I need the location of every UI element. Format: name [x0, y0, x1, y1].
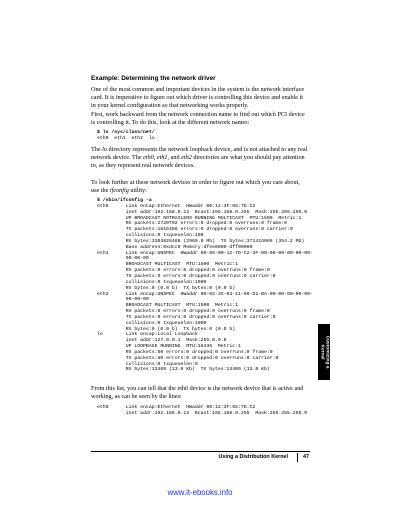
code-line: Base address:0xdcc0 Memory:dfee0000-dff00000 — [97, 244, 253, 250]
paragraph-loopback — [91, 146, 309, 170]
term-eth1: eth1 — [156, 154, 168, 161]
chapter-side-tab-label — [319, 336, 330, 369]
code-line: eth0 Link encap:Ethernet HWaddr 00:12:3F:65:7D:C2 — [97, 203, 256, 209]
code-line: RX packets:60 errors:0 dropped:0 overruns:0 frame:0 — [97, 349, 273, 355]
code-line: UP BROADCAST NOTRAILERS RUNNING MULTICAST MTU:1500 Metric:1 — [97, 215, 302, 221]
code-block-ls — [97, 130, 155, 142]
paragraph-conclusion: From this list, you can tell that the eth0 device is the network device that is active and working, as can be seen by the lines: — [91, 385, 304, 400]
section-heading: Example: Determining the network driver — [91, 75, 216, 82]
side-tab-line: Kernel — [319, 344, 324, 360]
chapter-side-tab — [318, 324, 330, 380]
code-line: collisions:0 txqueuelen:100 — [97, 233, 204, 239]
code-line: eth1 Link encap:UNSPEC HWaddr 80-65-00-12-7D-C2-3F-00-00-00-00-00-00- — [97, 250, 313, 256]
paragraph-ifconfig-intro — [91, 179, 309, 195]
code-line: RX bytes:0 (0.0 b) TX bytes:0 (0.0 b) — [97, 326, 236, 332]
code-ls-command: $ ls /sys/class/net/ — [97, 130, 155, 135]
code-line: RX packets:0 errors:0 dropped:0 overruns:0 frame:0 — [97, 309, 270, 315]
term-lo: lo — [102, 146, 107, 153]
code-line: TX packets:0 errors:0 dropped:0 overruns:0 carrier:0 — [97, 273, 276, 279]
text-run: directories are what you should pay attention to, as they represent real network devices. — [91, 154, 305, 169]
code-line: inet addr:192.168.0.13 Bcast:192.168.0.255 Mask:255.255.255.0 — [97, 209, 308, 215]
code-line: eth0 Link encap:Ethernet HWaddr 00:12:3F:65:7D:C2 — [97, 405, 256, 410]
watermark-url: www.it-ebooks.info — [167, 488, 233, 497]
term-eth0: eth0 — [143, 154, 154, 161]
text-run: , and — [167, 154, 182, 161]
code-line: BROADCAST MULTICAST MTU:1500 Metric:1 — [97, 262, 239, 268]
footer-rule — [91, 451, 310, 452]
paragraph-work-backward: First, work backward from the network connection name to find out which PCI device is controlling it. To do this, look at the different network names: — [91, 111, 305, 126]
code-line: inet addr:192.168.0.13 Bcast:192.168.0.255 Mask:255.255.255.0 — [97, 410, 308, 416]
footer-section-title: Using a Distribution Kernel — [218, 454, 288, 460]
code-line: 00-00-00 — [97, 297, 149, 303]
code-block-eth0 — [97, 405, 307, 417]
code-block-ifconfig — [97, 198, 313, 373]
code-ls-output: eth0 eth1 eth2 lo — [97, 135, 155, 141]
term-eth2: eth2 — [181, 154, 192, 161]
text-run: , — [153, 154, 157, 161]
code-line: collisions:0 txqueuelen:0 — [97, 361, 198, 367]
code-line: RX packets:2720792 errors:0 dropped:0 overruns:0 frame:0 — [97, 221, 287, 227]
code-line: UP LOOPBACK RUNNING MTU:16436 Metric:1 — [97, 344, 241, 350]
code-line: RX bytes:0 (0.0 b) TX bytes:0 (0.0 b) — [97, 285, 236, 291]
code-line: 00-00-00 — [97, 256, 149, 262]
code-line: eth2 Link encap:UNSPEC HWaddr 00-02-3C-04-11-09-D2-BA-00-00-00-00-00- — [97, 291, 313, 297]
code-line: collisions:0 txqueuelen:1000 — [97, 279, 207, 285]
code-line: BROADCAST MULTICAST MTU:1500 Metric:1 — [97, 303, 239, 309]
paragraph-intro: One of the most common and important devices in the system is the network interface card. It is imperative to figure out which driver is controlling this device and enable it in your kernel configuration so that networking works properly. — [91, 86, 305, 109]
code-line: TX packets:60 errors:0 dropped:0 overruns:0 carrier:0 — [97, 355, 279, 361]
side-tab-line: Customizing a — [324, 335, 330, 369]
page-number: 47 — [303, 454, 309, 460]
code-ifconfig-command: $ /sbin/ifconfig -a — [97, 198, 152, 203]
code-line: RX bytes:13409 (13.0 Kb) TX bytes:13409 (13.0 Kb) — [97, 367, 270, 373]
code-line: RX bytes:3103826486 (2960.0 Mb) TX bytes:371424066 (354.2 Mb) — [97, 238, 305, 244]
code-line: RX packets:0 errors:0 dropped:0 overruns:0 frame:0 — [97, 268, 270, 274]
code-line: collisions:0 txqueuelen:1000 — [97, 320, 207, 326]
code-line: TX packets:0 errors:0 dropped:0 overruns:0 carrier:0 — [97, 314, 276, 320]
footer-separator — [297, 453, 298, 462]
text-run: To look further at these network devices in order to figure out which you care about, use the — [91, 179, 300, 194]
code-line: lo Link encap:Local Loopback — [97, 332, 198, 338]
text-run: The — [91, 146, 103, 153]
text-run: directory represents the network loopback device, and is not attached to any real network device. The — [91, 146, 308, 161]
code-line: inet addr:127.0.0.1 Mask:255.0.0.0 — [97, 338, 227, 344]
term-ifconfig: ifconfig — [109, 187, 129, 194]
code-line: TX packets:1815488 errors:0 dropped:0 overruns:0 carrier:0 — [97, 227, 293, 233]
text-run: utility: — [128, 187, 147, 194]
